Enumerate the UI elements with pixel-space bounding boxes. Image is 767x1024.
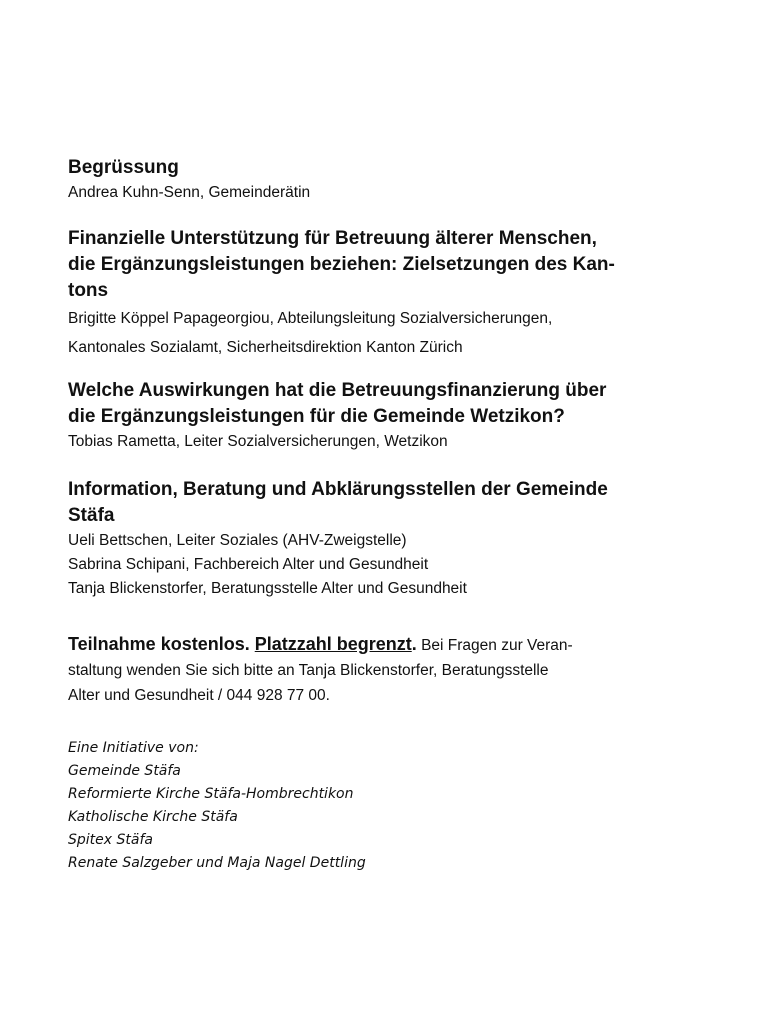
heading-line: Finanzielle Unterstützung für Betreuung älterer Menschen, bbox=[68, 228, 597, 249]
heading-line: die Ergänzungsleistungen für die Gemeinde Wetzikon? bbox=[68, 406, 565, 427]
organization-item: Reformierte Kirche Stäfa-Hombrechtikon bbox=[68, 786, 354, 802]
heading-line: die Ergänzungsleistungen beziehen: Zielsetzungen des Kan- bbox=[68, 254, 615, 275]
participation-notice bbox=[68, 632, 688, 708]
section-wetzikon-impact bbox=[68, 378, 606, 454]
speaker-line: Ueli Bettschen, Leiter Soziales (AHV-Zweigstelle) bbox=[68, 532, 407, 549]
initiative-list bbox=[68, 737, 366, 875]
notice-text: Alter und Gesundheit / 044 928 77 00. bbox=[68, 687, 330, 704]
speaker-line: Sabrina Schipani, Fachbereich Alter und Gesundheit bbox=[68, 556, 429, 573]
speaker-line: Tobias Rametta, Leiter Sozialversicherungen, Wetzikon bbox=[68, 433, 448, 450]
initiative-intro: Eine Initiative von: bbox=[68, 740, 199, 756]
organization-item: Katholische Kirche Stäfa bbox=[68, 809, 238, 825]
organization-item: Spitex Stäfa bbox=[68, 832, 153, 848]
notice-period: . bbox=[411, 634, 417, 654]
heading-line: Welche Auswirkungen hat die Betreuungsfinanzierung über bbox=[68, 380, 607, 401]
heading-line: Information, Beratung und Abklärungsstellen der Gemeinde bbox=[68, 479, 608, 500]
section-financial-support bbox=[68, 226, 615, 362]
organization-item: Renate Salzgeber und Maja Nagel Dettling bbox=[68, 855, 366, 871]
notice-limited-seats: Platzzahl begrenzt bbox=[254, 634, 412, 654]
notice-free-label: Teilnahme kostenlos. bbox=[68, 634, 255, 654]
heading-line: Begrüssung bbox=[68, 157, 179, 178]
section-heading bbox=[68, 155, 310, 181]
speaker-line: Andrea Kuhn-Senn, Gemeinderätin bbox=[68, 184, 311, 201]
notice-text: staltung wenden Sie sich bitte an Tanja Blickenstorfer, Beratungsstelle bbox=[68, 662, 549, 679]
section-heading bbox=[68, 477, 608, 529]
organization-item: Gemeinde Stäfa bbox=[68, 763, 181, 779]
section-information-advice bbox=[68, 477, 608, 601]
heading-line: tons bbox=[68, 280, 109, 301]
heading-line: Stäfa bbox=[68, 505, 115, 526]
section-heading bbox=[68, 226, 615, 304]
section-heading bbox=[68, 378, 606, 430]
speaker-line: Kantonales Sozialamt, Sicherheitsdirektion Kanton Zürich bbox=[68, 339, 463, 356]
speaker-line: Tanja Blickenstorfer, Beratungsstelle Alter und Gesundheit bbox=[68, 580, 467, 597]
notice-text: Bei Fragen zur Veran- bbox=[416, 637, 573, 654]
section-greeting bbox=[68, 155, 310, 205]
speaker-line: Brigitte Köppel Papageorgiou, Abteilungsleitung Sozialversicherungen, bbox=[68, 310, 553, 327]
